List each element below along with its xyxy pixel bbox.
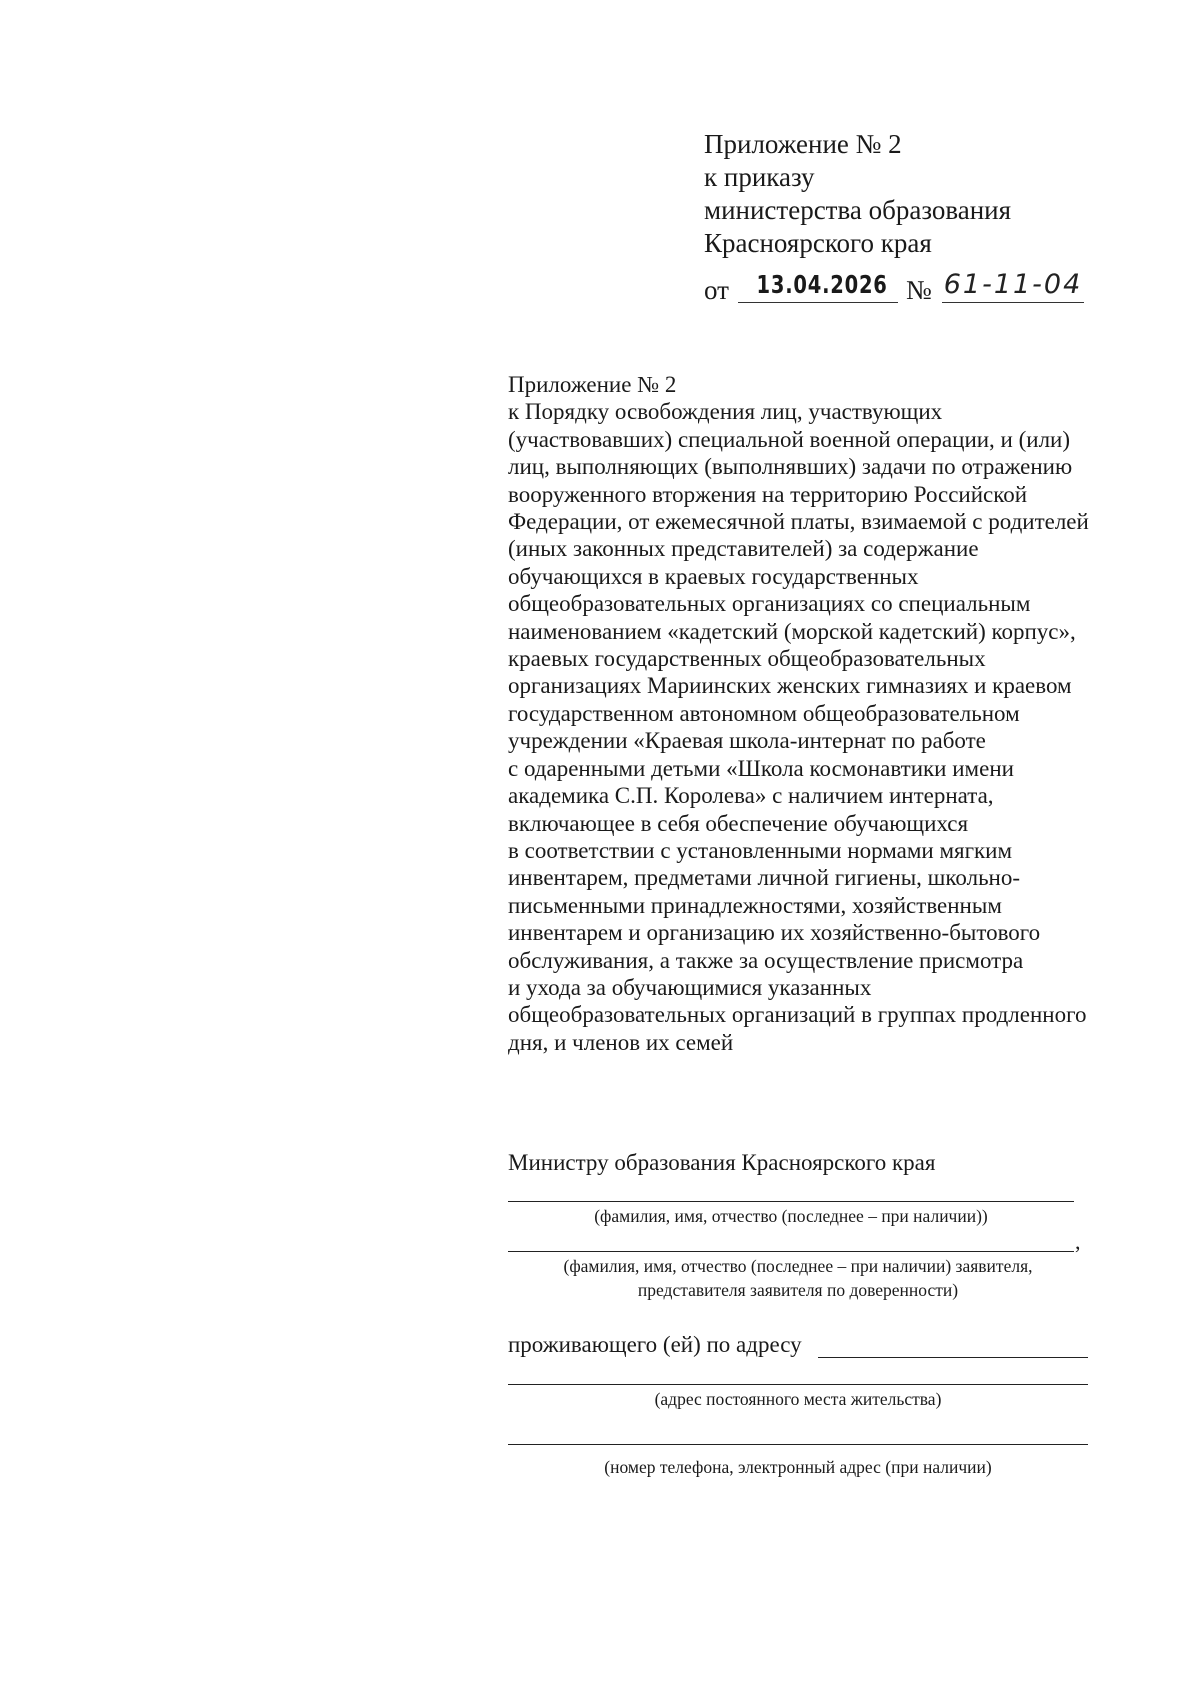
order-date-number-row [704,264,1104,304]
appendix-line: и ухода за обучающимися указанных [508,974,872,1000]
appendix-line: обслуживания, а также за осуществление присмотра [508,947,1024,973]
contacts-caption: (номер телефона, электронный адрес (при наличии) [604,1457,992,1477]
date-prefix: от [704,275,729,305]
appendix-line: краевых государственных общеобразовательных [508,646,986,672]
applicant-name-caption-line2: представителя заявителя по доверенности) [637,1280,959,1300]
applicant-name-line[interactable] [508,1251,1074,1252]
order-number-field [942,268,1084,303]
appendix-line: Приложение № 2 [508,372,677,397]
header-line: министерства образования [704,195,1012,225]
order-date-stamp: 13.04.2026 [756,270,888,299]
address-caption: (адрес постоянного места жительства) [654,1389,942,1409]
appendix-line: к Порядку освобождения лиц, участвующих [508,399,943,425]
appendix-line: обучающихся в краевых государственных [508,563,919,589]
appendix-line: инвентарем, предметами личной гигиены, школьно- [508,865,1021,891]
appendix-line: включающее в себя обеспечение обучающихся [508,810,969,836]
appendix-line: общеобразовательных организаций в группах продленного [508,1002,1087,1028]
appendix-line: Федерации, от ежемесячной платы, взимаемой с родителей [508,509,1089,535]
addressee: Министру образования Красноярского края [508,1150,936,1175]
number-prefix: № [906,275,932,305]
appendix-line: учреждении «Краевая школа-интернат по работе [508,728,986,754]
header-line: к приказу [704,162,815,192]
appendix-line: (участвовавших) специальной военной операции, и (или) [508,426,1071,452]
appendix-line: письменными принадлежностями, хозяйственным [508,892,1002,918]
address-line-1[interactable] [818,1357,1088,1358]
contacts-line[interactable] [508,1444,1088,1445]
appendix-description [508,371,1128,1056]
appendix-line: государственном автономном общеобразовательном [508,700,1020,726]
appendix-line: общеобразовательных организациях со специальным [508,591,1031,617]
appendix-line: вооруженного вторжения на территорию Российской [508,481,1028,507]
order-header [704,128,1104,304]
residing-label: проживающего (ей) по адресу [508,1332,802,1357]
minister-name-line[interactable] [508,1201,1074,1202]
appendix-line: (иных законных представителей) за содержание [508,536,979,562]
appendix-line: в соответствии с установленными нормами мягким [508,837,1013,863]
minister-name-caption: (фамилия, имя, отчество (последнее – при наличии)) [594,1206,988,1226]
appendix-line: лиц, выполняющих (выполнявших) задачи по отражению [508,454,1073,480]
appendix-line: наименованием «кадетский (морской кадетский) корпус», [508,618,1076,644]
appendix-line: дня, и членов их семей [508,1029,734,1055]
appendix-line: академика С.П. Королева» с наличием интерната, [508,783,994,809]
appendix-line: с одаренными детьми «Школа космонавтики имени [508,755,1014,781]
order-date-field [738,268,898,303]
comma: , [1075,1229,1081,1254]
applicant-name-caption-line1: (фамилия, имя, отчество (последнее – при наличии) заявителя, [563,1256,1033,1276]
header-line: Приложение № 2 [704,129,902,159]
appendix-line: инвентарем и организацию их хозяйственно-бытового [508,920,1041,946]
address-line-2[interactable] [508,1384,1088,1385]
appendix-line: организациях Мариинских женских гимназиях и краевом [508,673,1072,699]
header-line: Красноярского края [704,228,932,258]
order-number-handwritten: 61-11-04 [943,269,1083,300]
